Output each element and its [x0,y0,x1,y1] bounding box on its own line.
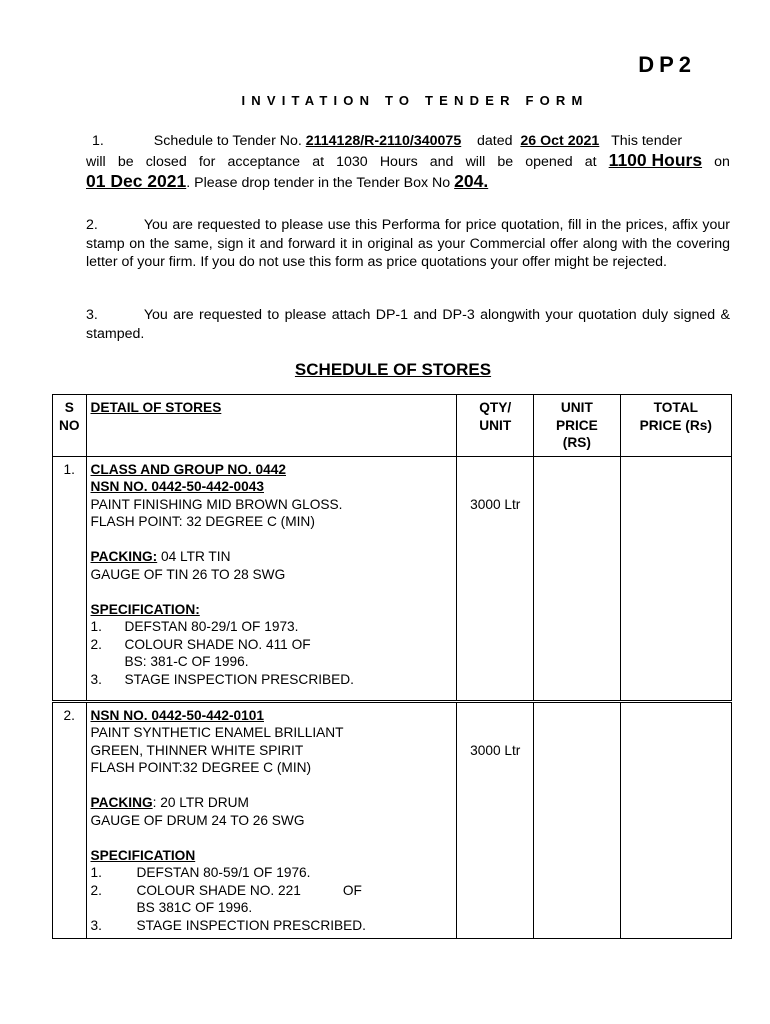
word: Hours [379,153,418,170]
table-row [53,701,732,939]
row-total-price[interactable] [620,701,731,939]
spec-item: 3. STAGE INSPECTION PRESCRIBED. [90,671,354,687]
spec-continuation: BS 381C OF 1996. [136,900,253,915]
schedule-table [52,394,732,939]
gauge: GAUGE OF TIN 26 TO 28 SWG [90,566,286,582]
packing-value: 04 LTR TIN [157,549,231,564]
description-line: FLASH POINT:32 DEGREE C (MIN) [90,760,312,775]
word: 1030 [336,153,368,170]
description-line: GREEN, THINNER WHITE SPIRIT [90,742,304,758]
para-number: 2. [86,217,98,233]
spec-item: 3. STAGE INSPECTION PRESCRIBED. [90,917,366,933]
nsn-number: NSN NO. 0442-50-442-0043 [90,479,264,494]
gauge: GAUGE OF DRUM 24 TO 26 SWG [90,812,305,828]
description-line: PAINT FINISHING MID BROWN GLOSS. [90,496,343,512]
header-qty: QTY/ UNIT [457,395,534,457]
spec-item: 1. DEFSTAN 80-59/1 OF 1976. [90,865,311,880]
opening-time: 1100 Hours [608,149,703,170]
word: at [584,153,597,170]
row-unit-price[interactable] [534,456,620,701]
closing-date: 01 Dec 2021 [86,171,187,191]
word: will [86,153,106,170]
table-header-row [53,395,732,457]
closing-line [86,151,730,172]
row-total-price[interactable] [620,456,731,701]
header-unit-price: UNIT PRICE (RS) [534,395,620,457]
spec-continuation: BS: 381-C OF 1996. [124,654,249,669]
word: at [312,153,325,170]
section-title: SCHEDULE OF STORES [294,360,492,379]
row-detail [86,456,457,701]
word: acceptance [227,153,301,170]
drop-instruction: . Please drop tender in the Tender Box No [186,175,451,191]
row-unit-price[interactable] [534,701,620,939]
word: be [497,153,514,170]
word: and [429,153,454,170]
para-number: 3. [86,307,98,323]
word: opened [525,153,573,170]
spec-label: SPECIFICATION: [90,601,200,617]
row-sno: 2. [53,701,87,939]
spec-item: 2. COLOUR SHADE NO. 221 OF [90,882,362,898]
paragraph-3 [86,306,730,343]
spec-label: SPECIFICATION [90,847,196,863]
header-total-price: TOTAL PRICE (Rs) [620,395,731,457]
row-qty: 3000 Ltr [457,456,534,701]
class-group: CLASS AND GROUP NO. 0442 [90,461,286,477]
header-detail: DETAIL OF STORES [86,395,457,457]
form-title: INVITATION TO TENDER FORM [241,93,589,108]
packing-value: : 20 LTR DRUM [152,795,249,810]
para-number: 1. [92,133,104,149]
word: closed [145,153,187,170]
schedule-prefix: Schedule to Tender No. [153,133,302,149]
para-text: You are requested to please attach DP-1 and DP-3 alongwith your quotation duly signed & stamped. [86,307,730,342]
header-sno: S NO [53,395,87,457]
row-qty: 3000 Ltr [457,701,534,939]
row-sno: 1. [53,456,87,701]
on-word: on [714,153,730,170]
nsn-number: NSN NO. 0442-50-442-0101 [90,707,264,723]
row-detail [86,701,457,939]
table-row [53,456,732,701]
description-line: FLASH POINT: 32 DEGREE C (MIN) [90,514,315,529]
tender-box-number: 204. [454,171,489,191]
tender-suffix: This tender [611,133,683,149]
tender-number: 2114128/R-2110/340075 [305,133,462,149]
tender-date: 26 Oct 2021 [520,133,600,149]
word: will [465,153,486,170]
paragraph-2 [86,216,730,272]
spec-item: 2. COLOUR SHADE NO. 411 OF [90,636,311,652]
word: be [117,153,134,170]
word: for [198,153,216,170]
packing-label: PACKING: [90,549,158,564]
description-line: PAINT SYNTHETIC ENAMEL BRILLIANT [90,725,344,740]
packing-label: PACKING [90,795,153,810]
form-code: DP2 [638,52,696,77]
dated-label: dated [477,133,513,149]
spec-item: 1. DEFSTAN 80-29/1 OF 1973. [90,619,299,634]
para-text: You are requested to please use this Performa for price quotation, fill in the prices, affix your stamp on the same, sign it and forward it in original as your Commercial offer along with the covering letter of your firm. If you do not use this form as price quotations your offer might be rejected. [86,217,730,270]
paragraph-1 [86,132,730,193]
